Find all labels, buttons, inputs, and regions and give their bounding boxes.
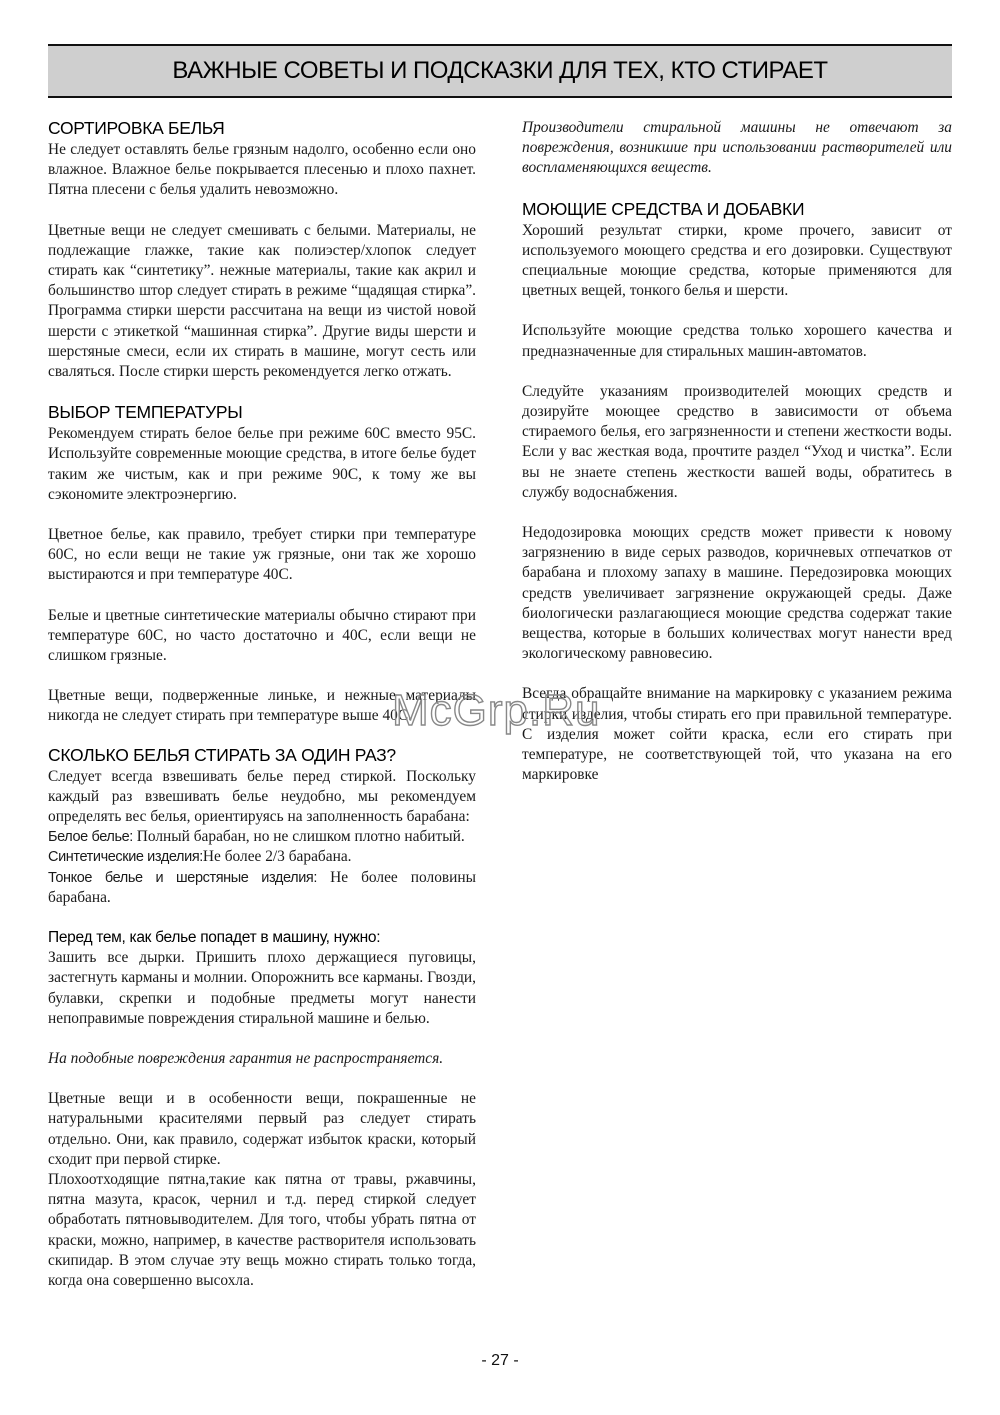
load-white-label: Белое белье:: [48, 829, 133, 846]
temperature-paragraph-4: Цветные вещи, подверженные линьке, и нежные материалы никогда не следует стирать при температуре выше 40С.: [48, 687, 476, 725]
detergents-heading: МОЮЩИЕ СРЕДСТВА И ДОБАВКИ: [522, 198, 805, 219]
load-fine: [48, 868, 476, 908]
detergents-paragraph-4: Недодозировка моющих средств может привести к новому загрязнению в виде серых разводов, коричневых отпечатков от барабана и плохому запаху в машине. Передозировка моющих средств увеличивает загрязнение окружающей среды. Даже биологически разлагающиеся моющие средства содержат такие вещества, которые в больших количествах могут нанести вред экологическому равновесию.: [522, 524, 952, 663]
before-paragraph-3: Плохоотходящие пятна,такие как пятна от травы, ржавчины, пятна мазута, красок, чернил и т.д. перед стиркой следует обработать пятновыводителем. Для того, чтобы убрать пятна от краски, можно, например, в качестве растворителя использовать скипидар. В этом случае эту вещь можно стирать только тогда, когда она совершенно высохла.: [48, 1170, 476, 1289]
before-paragraph-2: Цветные вещи и в особенности вещи, покрашенные не натуральными красителями первый раз следует стирать отдельно. Они, как правило, содержат избыток краски, который сходит при первой стирке.: [48, 1090, 476, 1168]
sorting-paragraph-1: Не следует оставлять белье грязным надолго, особенно если оно влажное. Влажное белье покрывается плесенью и плохо пахнет. Пятна плесени с белья удалить невозможно.: [48, 141, 476, 199]
load-white: [48, 827, 476, 847]
detergents-paragraph-3: Следуйте указаниям производителей моющих средств и дозируйте моющее средство в зависимости от объема стираемого белья, его загрязненности и степени жесткости воды. Если у вас жесткая вода, прочтите раздел “Уход и чистка”. Если вы не знаете степень жесткости вашей воды, обратитесь в службу водоснабжения.: [522, 382, 952, 501]
load-paragraph-1: Следует всегда взвешивать белье перед стиркой. Поскольку каждый раз взвешивать белье неудобно, мы рекомендуем определять вес белья, ориентируясь на заполненность барабана:: [48, 767, 476, 826]
temperature-heading: ВЫБОР ТЕМПЕРАТУРЫ: [48, 402, 243, 423]
detergents-paragraph-1: Хороший результат стирки, кроме прочего, зависит от используемого моющего средства и его дозировки. Существуют специальные моющие средства, которые применяются для цветных вещей, тонкого белья и шерсти.: [522, 221, 952, 300]
load-synthetic-text: Не более 2/3 барабана.: [202, 848, 352, 866]
load-synthetic: [48, 847, 476, 867]
temperature-paragraph-3: Белые и цветные синтетические материалы обычно стирают при температуре 60С, но часто достаточно и 40С, если вещи не слишком грязные.: [48, 606, 476, 665]
sorting-paragraph-2: Цветные вещи не следует смешивать с белыми. Материалы, не подлежащие глажке, такие как полиэстер/хлопок следует стирать как “синтетику”. нежные материалы, такие как акрил и большинство штор следует стирать в режиме “щадящая стирка”. Программа стирки шерсти рассчитана на вещи из чистой новой шерсти с этикеткой “машинная стирка”. Другие виды шерсти и шерстяные смеси, если их стирать в машине, могут сесть или сваляться. После стирки шерсть рекомендуется легко отжать.: [48, 221, 476, 381]
warranty-note: На подобные повреждения гарантия не распространяется.: [48, 1049, 444, 1067]
temperature-paragraph-1: Рекомендуем стирать белое белье при режиме 60С вместо 95С. Используйте современные моющие средства, в итоге белье будет таким же чистым, как и при режиме 90С, к тому же вы сэкономите электроэнергию.: [48, 425, 476, 503]
load-fine-label: Тонкое белье и шерстяные изделия:: [48, 869, 318, 886]
load-heading: СКОЛЬКО БЕЛЬЯ СТИРАТЬ ЗА ОДИН РАЗ?: [48, 744, 396, 765]
temperature-paragraph-2: Цветное белье, как правило, требует стирки при температуре 60С, но если вещи не такие уж грязные, они так же хорошо выстираются и при температуре 40С.: [48, 526, 476, 584]
before-heading: Перед тем, как белье попадет в машину, нужно:: [48, 929, 381, 947]
page-title-banner: [48, 44, 952, 98]
detergents-paragraph-5: Всегда обращайте внимание на маркировку с указанием режима стирки изделия, чтобы стирать его при правильной температуре. С изделия может сойти краска, если его стирать при температуре, не соответствующей той, что указана на его маркировке: [522, 685, 952, 784]
watermark: McGrp.Ru: [392, 686, 601, 735]
solvent-disclaimer: Производители стиральной машины не отвечают за повреждения, возникшие при использовании растворителей или воспламеняющихся веществ.: [522, 119, 952, 177]
detergents-paragraph-2: Используйте моющие средства только хорошего качества и предназначенные для стиральных машин-автоматов.: [522, 322, 952, 360]
load-white-text: Полный барабан, но не слишком плотно набитый.: [132, 828, 465, 846]
page-title: ВАЖНЫЕ СОВЕТЫ И ПОДСКАЗКИ ДЛЯ ТЕХ, КТО СТИРАЕТ: [172, 57, 828, 84]
load-fine-text: Не более половины барабана.: [48, 868, 476, 906]
page-number: - 27 -: [481, 1352, 519, 1369]
before-paragraph-1: Зашить все дырки. Пришить плохо держащиеся пуговицы, застегнуть карманы и молнии. Опорожнить все карманы. Гвозди, булавки, скрепки и подобные предметы могут нанести непоправимые повреждения стиральной машине и белью.: [48, 949, 476, 1027]
sorting-heading: СОРТИРОВКА БЕЛЬЯ: [48, 118, 225, 138]
load-synthetic-label: Синтетические изделия:: [48, 849, 203, 866]
